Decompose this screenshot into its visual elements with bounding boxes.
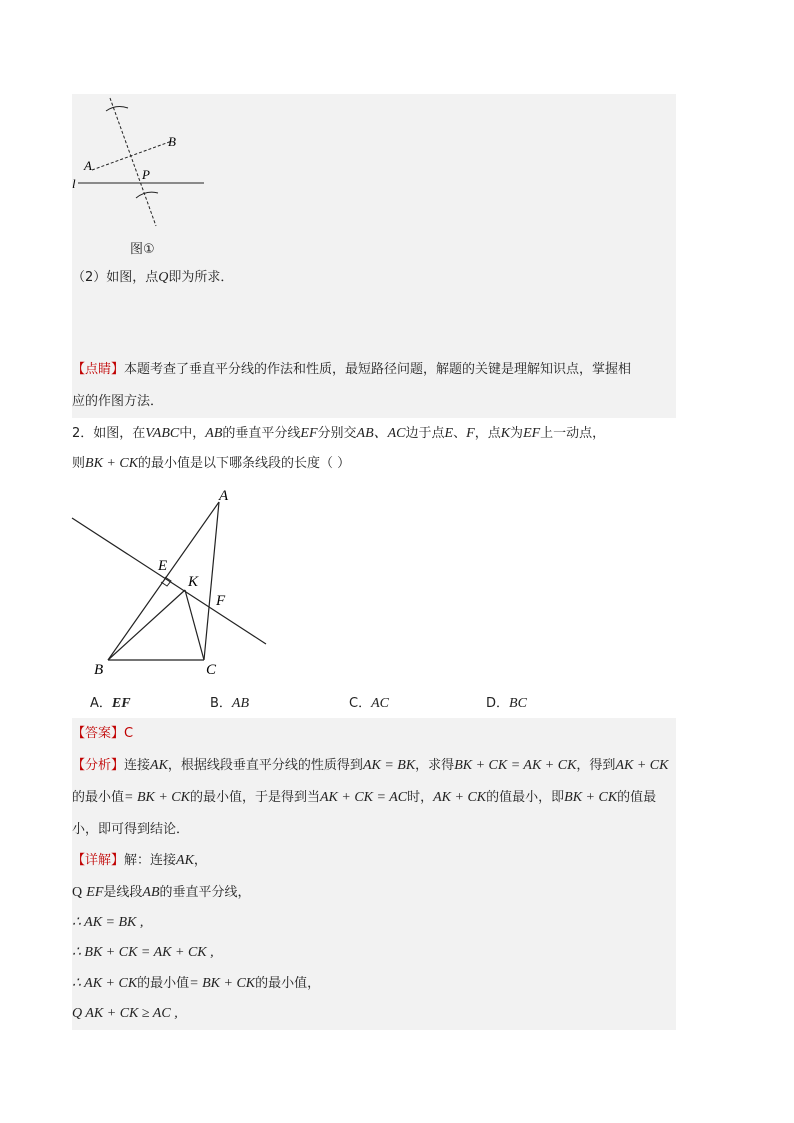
detail-tag: 【详解】 (72, 853, 125, 868)
label-B2: B (94, 662, 104, 678)
expr-bk-ck: BK + CK (85, 456, 139, 471)
side-ab (108, 502, 219, 660)
detail-line1: 【详解】解：连接AK， (72, 853, 207, 868)
figure1-diagram (72, 94, 212, 234)
comment-line1 (72, 360, 631, 380)
label-C2: C (206, 662, 217, 678)
segment-ck (185, 590, 204, 660)
answer-tag: 【答案】 (72, 726, 125, 741)
option-d[interactable]: D．BC (486, 696, 527, 711)
label-K2: K (188, 574, 199, 590)
comment-line2: 应的作图方法． (72, 394, 164, 409)
line-ef (72, 518, 266, 644)
label-A: A (84, 158, 92, 173)
question-line1: 2．如图，在VABC中，AB的垂直平分线EF分别交AB、AC边于点E、F，点K为EF上一动点， (72, 426, 606, 441)
label-l: l (72, 176, 76, 191)
detail-line6: Q AK + CK ≥ AC , (72, 1006, 178, 1021)
arc-bottom (136, 192, 158, 198)
figure2-diagram (68, 484, 278, 680)
triangle-abc: VABC (145, 426, 180, 441)
segment-ab (92, 141, 172, 170)
label-P: P (142, 167, 150, 182)
part2-line (72, 268, 233, 288)
analysis-line1: 【分析】连接AK，根据线段垂直平分线的性质得到AK = BK，求得BK + CK = AK + CK，得到AK + CK (72, 758, 669, 773)
part2-prefix: （2）如图，点 (72, 270, 159, 285)
analysis-tag: 【分析】 (72, 758, 125, 773)
side-ac (204, 502, 219, 660)
label-F2: F (216, 593, 226, 609)
comment-tag: 【点睛】 (72, 362, 125, 377)
detail-line3: ∴ AK = BK , (72, 915, 144, 930)
option-c[interactable]: C．AC (349, 696, 389, 711)
answer-value: C (124, 726, 134, 741)
label-B: B (168, 134, 176, 149)
perpendicular-bisector (110, 98, 156, 226)
label-A2: A (219, 488, 229, 504)
detail-line2: Q EF是线段AB的垂直平分线， (72, 885, 251, 900)
detail-line5: ∴ AK + CK的最小值= BK + CK的最小值， (72, 976, 321, 991)
point-q: Q (158, 270, 169, 285)
question-line2: 则BK + CK的最小值是以下哪条线段的长度（ ） (72, 456, 351, 471)
answer-line (72, 724, 133, 744)
analysis-line3: 小，即可得到结论． (72, 822, 190, 837)
segment-bk (108, 590, 185, 660)
comment-text1: 本题考查了垂直平分线的作法和性质，最短路径问题，解题的关键是理解知识点，掌握相 (124, 362, 632, 377)
part2-suffix: 即为所求． (168, 270, 234, 285)
label-E2: E (158, 558, 168, 574)
analysis-line2: 的最小值= BK + CK的最小值，于是得到当AK + CK = AC时，AK + CK的值最小，即BK + CK的值最 (72, 790, 657, 805)
figure1-caption: 图① (130, 242, 155, 257)
option-a[interactable]: A．EF (90, 696, 131, 711)
option-b[interactable]: B．AB (210, 696, 250, 711)
detail-line4: ∴ BK + CK = AK + CK , (72, 945, 214, 960)
arc-top (106, 107, 128, 111)
